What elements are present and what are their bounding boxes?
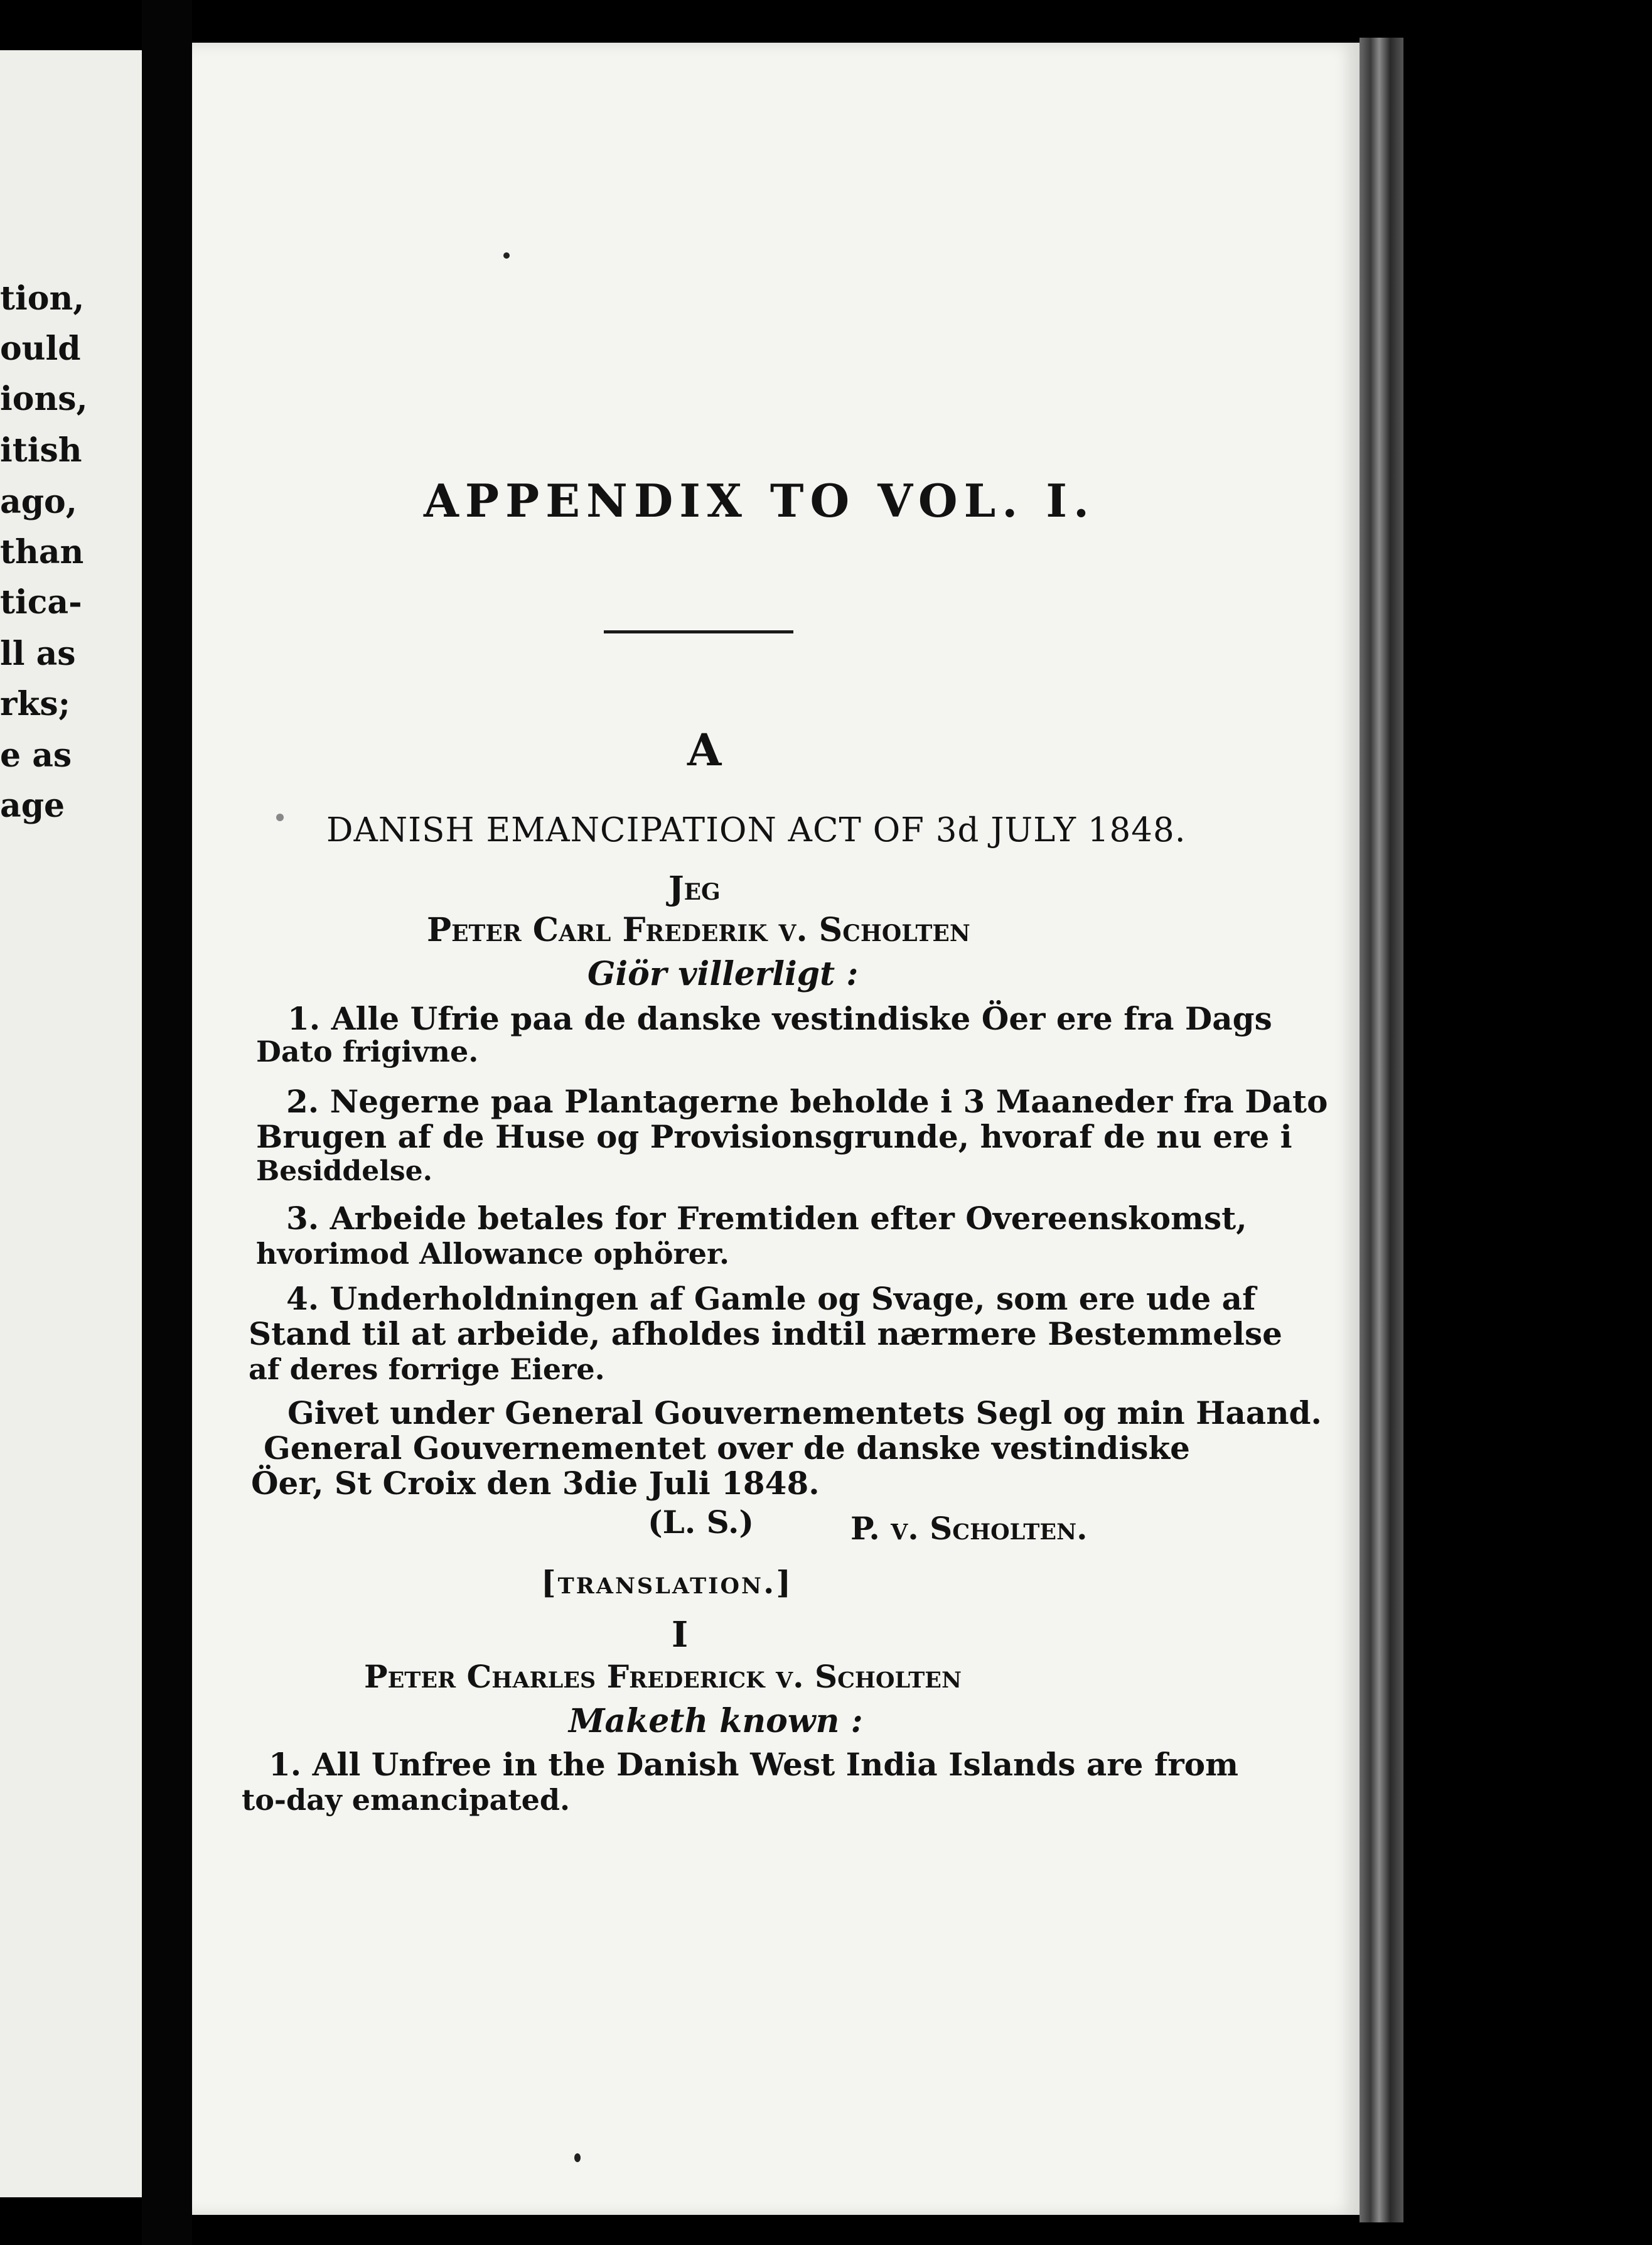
page-title: APPENDIX TO VOL. I. — [424, 474, 1096, 527]
left-fragment: than — [0, 533, 84, 571]
danish-line: af deres forrige Eiere. — [249, 1352, 605, 1386]
danish-line: Brugen af de Huse og Provisionsgrunde, hvoraf de nu ere i — [256, 1118, 1292, 1155]
seal-mark: (L. S.) — [648, 1504, 754, 1541]
danish-jeg: Jeg — [668, 869, 721, 908]
danish-name: Peter Carl Frederik v. Scholten — [427, 911, 970, 949]
left-fragment: e as — [0, 736, 72, 775]
left-fragment: ions, — [0, 380, 88, 418]
danish-line: Givet under General Gouvernementets Segl og min Haand. — [287, 1394, 1322, 1431]
page-edges — [1360, 38, 1403, 2222]
danish-line: 1. Alle Ufrie paa de danske vestindiske Öer ere fra Dags — [287, 1000, 1272, 1037]
english-name: Peter Charles Frederick v. Scholten — [364, 1658, 962, 1695]
english-line: to-day emancipated. — [242, 1783, 571, 1817]
danish-line: hvorimod Allowance ophörer. — [256, 1237, 730, 1271]
danish-line: 4. Underholdningen af Gamle og Svage, som ere ude af — [286, 1280, 1256, 1317]
danish-line: 2. Negerne paa Plantagerne beholde i 3 Maaneder fra Dato — [286, 1083, 1328, 1120]
left-fragment: ago, — [0, 483, 77, 521]
book-gutter — [142, 0, 192, 2245]
scan-background — [1403, 0, 1652, 2245]
speck — [276, 814, 284, 821]
left-page — [0, 50, 142, 2197]
left-fragment: age — [0, 787, 65, 825]
speck — [503, 252, 510, 259]
danish-line: Besiddelse. — [256, 1155, 432, 1187]
left-fragment: tica- — [0, 583, 82, 622]
danish-line: Stand til at arbeide, afholdes indtil nærmere Bestemmelse — [249, 1315, 1282, 1352]
english-line: 1. All Unfree in the Danish West India Islands are from — [269, 1746, 1238, 1783]
section-letter: A — [687, 724, 722, 776]
danish-line: Öer, St Croix den 3die Juli 1848. — [251, 1465, 820, 1502]
danish-line: General Gouvernementet over de danske vestindiske — [264, 1429, 1190, 1467]
danish-line: 3. Arbeide betales for Fremtiden efter Overeenskomst, — [286, 1200, 1247, 1237]
translation-label: [translation.] — [541, 1564, 793, 1601]
left-fragment: tion, — [0, 279, 85, 318]
english-decree: Maketh known : — [569, 1702, 863, 1740]
left-fragment: ould — [0, 330, 81, 368]
danish-decree: Giör villerligt : — [587, 955, 859, 993]
speck — [574, 2153, 581, 2162]
left-fragment: ll as — [0, 635, 76, 673]
act-heading: DANISH EMANCIPATION ACT OF 3d JULY 1848. — [326, 811, 1186, 849]
left-fragment: rks; — [0, 685, 70, 723]
left-fragment: itish — [0, 431, 82, 470]
title-divider — [604, 630, 793, 633]
signature: P. v. Scholten. — [850, 1510, 1088, 1547]
danish-line: Dato frigivne. — [256, 1035, 479, 1069]
english-i: I — [672, 1614, 689, 1655]
